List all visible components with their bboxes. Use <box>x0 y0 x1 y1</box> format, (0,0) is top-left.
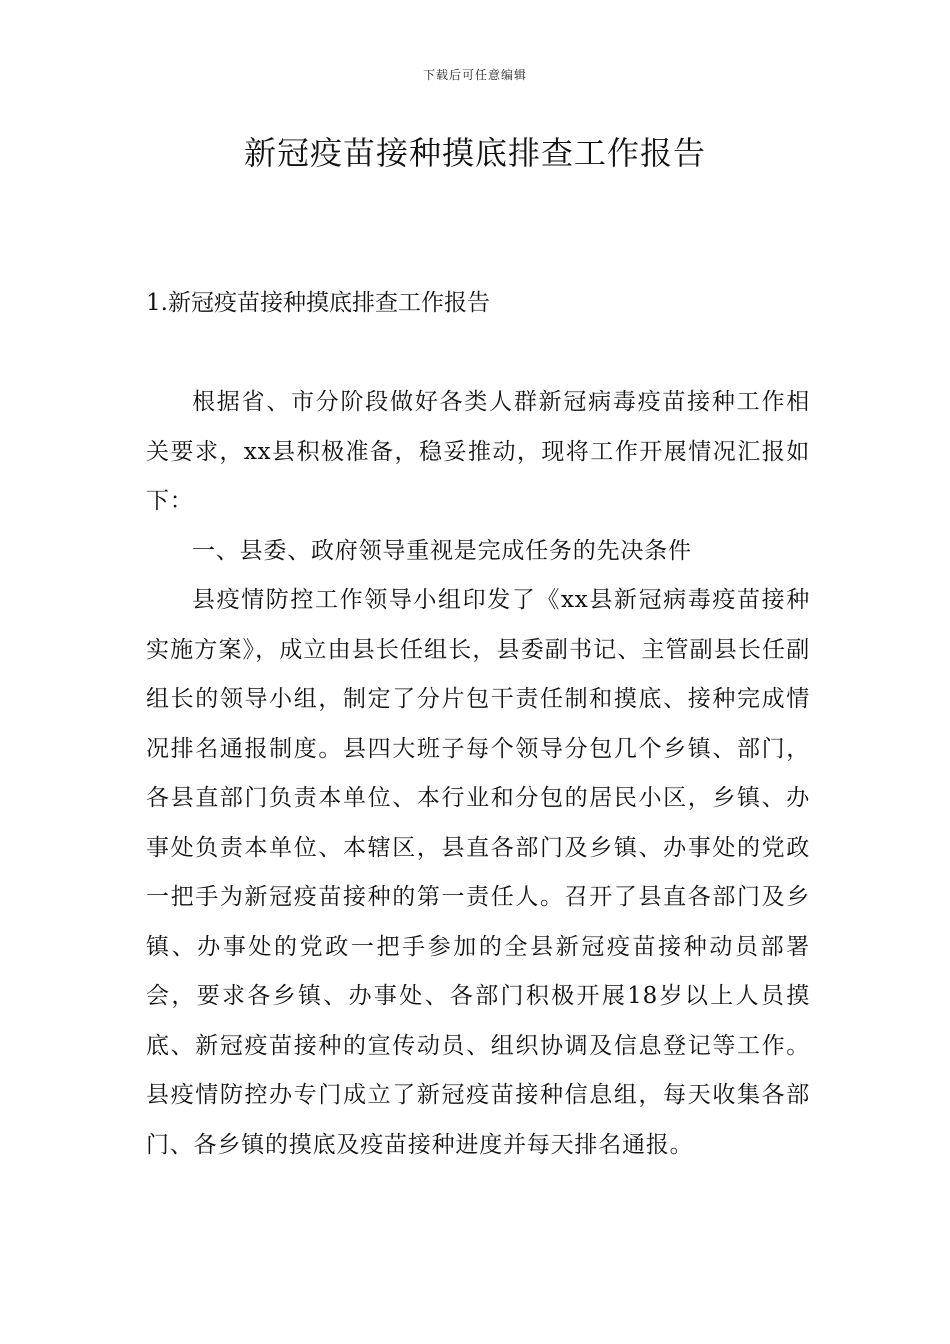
paragraph-intro: 根据省、市分阶段做好各类人群新冠病毒疫苗接种工作相关要求，xx县积极准备，稳妥推动，现将工作开展情况汇报如下： <box>146 389 810 514</box>
section-heading: 1.新冠疫苗接种摸底排查工作报告 <box>146 290 490 316</box>
document-title: 新冠疫苗接种摸底排查工作报告 <box>243 134 706 172</box>
paragraph-subheading: 一、县委、政府领导重视是完成任务的先决条件 <box>192 537 692 564</box>
header-note: 下载后可任意编辑 <box>422 68 527 82</box>
body-text <box>146 378 810 1170</box>
paragraph-body: 县疫情防控工作领导小组印发了《xx县新冠病毒疫苗接种实施方案》，成立由县长任组长，县委副书记、主管副县长任副组长的领导小组，制定了分片包干责任制和摸底、接种完成情况排名通报制度。县四大班子每个领导分包几个乡镇、部门，各县直部门负责本单位、本行业和分包的居民小区，乡镇、办事处负责本单位、本辖区，县直各部门及乡镇、办事处的党政一把手为新冠疫苗接种的第一责任人。召开了县直各部门及乡镇、办事处的党政一把手参加的全县新冠疫苗接种动员部署会，要求各乡镇、办事处、各部门积极开展18岁以上人员摸底、新冠疫苗接种的宣传动员、组织协调及信息登记等工作。县疫情防控办专门成立了新冠疫苗接种信息组，每天收集各部门、各乡镇的摸底及疫苗接种进度并每天排名通报。 <box>146 587 810 1158</box>
